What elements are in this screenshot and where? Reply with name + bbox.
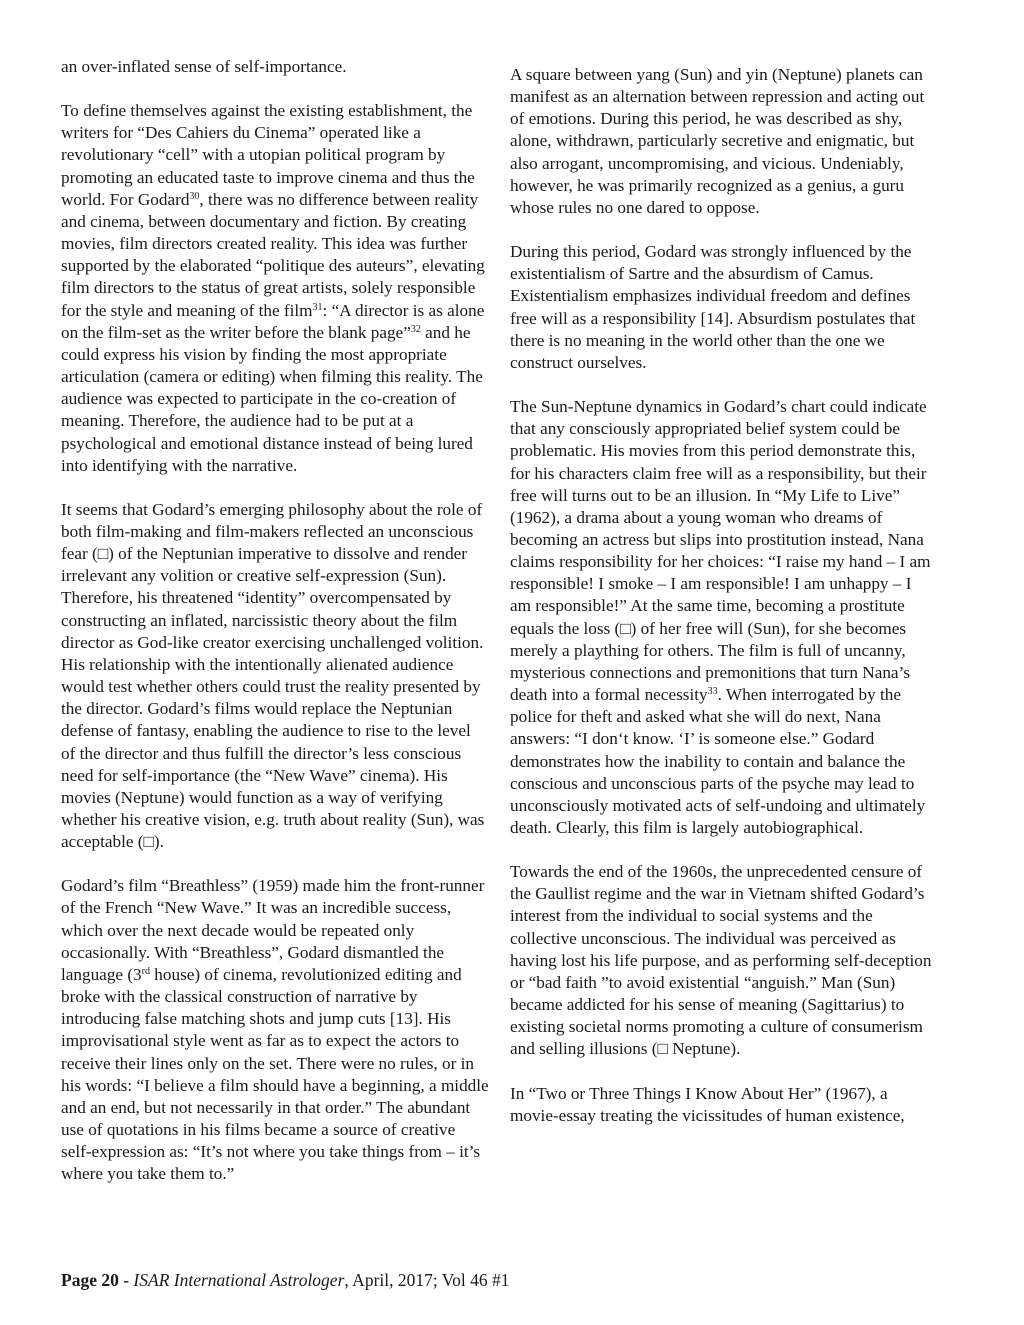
footnote-ref: 32 [410,323,421,335]
paragraph: During this period, Godard was strongly influenced by the existentialism of Sartre and the absurdism of Camus. Existentialism emphasizes individual freedom and defines free will as a responsibility [14]. Absurdism postulates that there is no meaning in the world other than the one we construct ourselves. [510,242,916,372]
text-span: To define themselves against the existing establishment, the writers for “Des Cahiers du Cinema” operated like a revolutionary “cell” with a utopian political program by promoting an educated taste to improve cinema and thus the world. For Godard [61,101,475,209]
paragraph [61,100,489,477]
text-span: house) of cinema, revolutionized editing and broke with the classical construction of narrative by introducing false matching shots and jump cuts [13]. His improvisational style went as far as to expect the actors to receive their lines only on the set. There were no rules, or in his words: “I believe a film should have a beginning, a middle and an end, but not necessarily in that order.” The abundant use of quotations in his films became a source of creative self-expression as: “It’s not where you take things from – it’s where you take them to.” [61,964,489,1184]
paragraph: In “Two or Three Things I Know About Her” (1967), a movie-essay treating the vicissitudes of human existence, [510,1083,905,1125]
footnote-ref: 30 [189,190,200,202]
page-footer [61,1270,510,1291]
footnote-ref: 31 [312,301,323,313]
paragraph: an over-inflated sense of self-importance. [61,57,347,76]
footnote-ref: 33 [707,686,718,698]
paragraph: A square between yang (Sun) and yin (Neptune) planets can manifest as an alternation between repression and acting out of emotions. During this period, he was described as shy, alone, withdrawn, particularly secretive and enigmatic, but also arrogant, uncompromising, and vicious. Undeniably, however, he was primarily recognized as a genius, a guru whose rules no one dared to oppose. [510,65,925,217]
text-span: and he could express his vision by finding the most appropriate articulation (camera or editing) when filming this reality. The audience was expected to participate in the co-creation of meaning. Therefore, the audience had to be put at a psychological and emotional distance instead of being lured into identifying with the narrative. [61,322,483,475]
text-span: : “A director is as alone on the film-set as the writer before the blank page” [61,300,485,342]
page-number: Page 20 [61,1270,119,1290]
footer-separator: - [118,1270,134,1290]
issue-info: , April, 2017; Vol 46 #1 [344,1270,510,1290]
right-column [510,64,936,1149]
text-span: Godard’s film “Breathless” (1959) made him the front-runner of the French “New Wave.” It was an incredible success, which over the next decade would be repeated only occasionally. With “Breathless”, Godard dismantled the language (3 [61,876,485,984]
text-span: The Sun-Neptune dynamics in Godard’s chart could indicate that any consciously appropriated belief system could be problematic. His movies from this period demonstrate this, for his characters claim free will as a responsibility, but their free will turns out to be an illusion. In “My Life to Live” (1962), a drama about a young woman who dreams of becoming an actress but slips into prostitution instead, Nana claims responsibility for her choices: “I raise my hand – I am responsible! I smoke – I am responsible! I am unhappy – I am responsible!” At the same time, becoming a prostitute equals the loss (□) of her free will (Sun), for she becomes merely a plaything for others. The film is full of uncanny, mysterious connections and premonitions that turn Nana’s death into a formal necessity [510,397,931,705]
publication-title: ISAR International Astrologer [133,1270,345,1290]
text-span: , there was no difference between reality and cinema, between documentary and fiction. By creating movies, film directors created reality. This idea was further supported by the elaborated “politique des auteurs”, elevating film directors to the status of great artists, solely responsible for the style and meaning of the film [61,189,485,320]
left-column [61,56,489,1208]
paragraph: It seems that Godard’s emerging philosophy about the role of both film-making and film-makers reflected an unconscious fear (□) of the Neptunian imperative to dissolve and render irrelevant any volition or creative self-expression (Sun). Therefore, his threatened “identity” overcompensated by constructing an inflated, narcissistic theory about the film director as God-like creator exercising unchallenged volition. His relationship with the intentionally alienated audience would test whether others could trust the reality presented by the director. Godard’s films would replace the Neptunian defense of fantasy, enabling the audience to rise to the level of the director and thus fulfill the director’s less conscious need for self-importance (the “New Wave” cinema). His movies (Neptune) would function as a way of verifying whether his creative vision, e.g. truth about reality (Sun), was acceptable (□). [61,499,485,852]
paragraph [61,875,489,1185]
text-span: . When interrogated by the police for theft and asked what she will do next, Nana answers: “I don‘t know. ‘I’ is someone else.” Godard demonstrates how the inability to contain and balance the conscious and unconscious parts of the psyche may lead to unconsciously motivated acts of self-undoing and ultimately death. Clearly, this film is largely autobiographical. [510,685,926,837]
paragraph: Towards the end of the 1960s, the unprecedented censure of the Gaullist regime and the war in Vietnam shifted Godard’s interest from the individual to social systems and the collective unconscious. The individual was perceived as having lost his life purpose, and as performing self-deception or “bad faith ”to avoid existential “anguish.” Man (Sun) became addicted for his sense of meaning (Sagittarius) to existing societal norms promoting a culture of consumerism and selling illusions (□ Neptune). [510,862,932,1059]
paragraph [510,396,936,839]
ordinal-suffix: rd [141,965,150,977]
